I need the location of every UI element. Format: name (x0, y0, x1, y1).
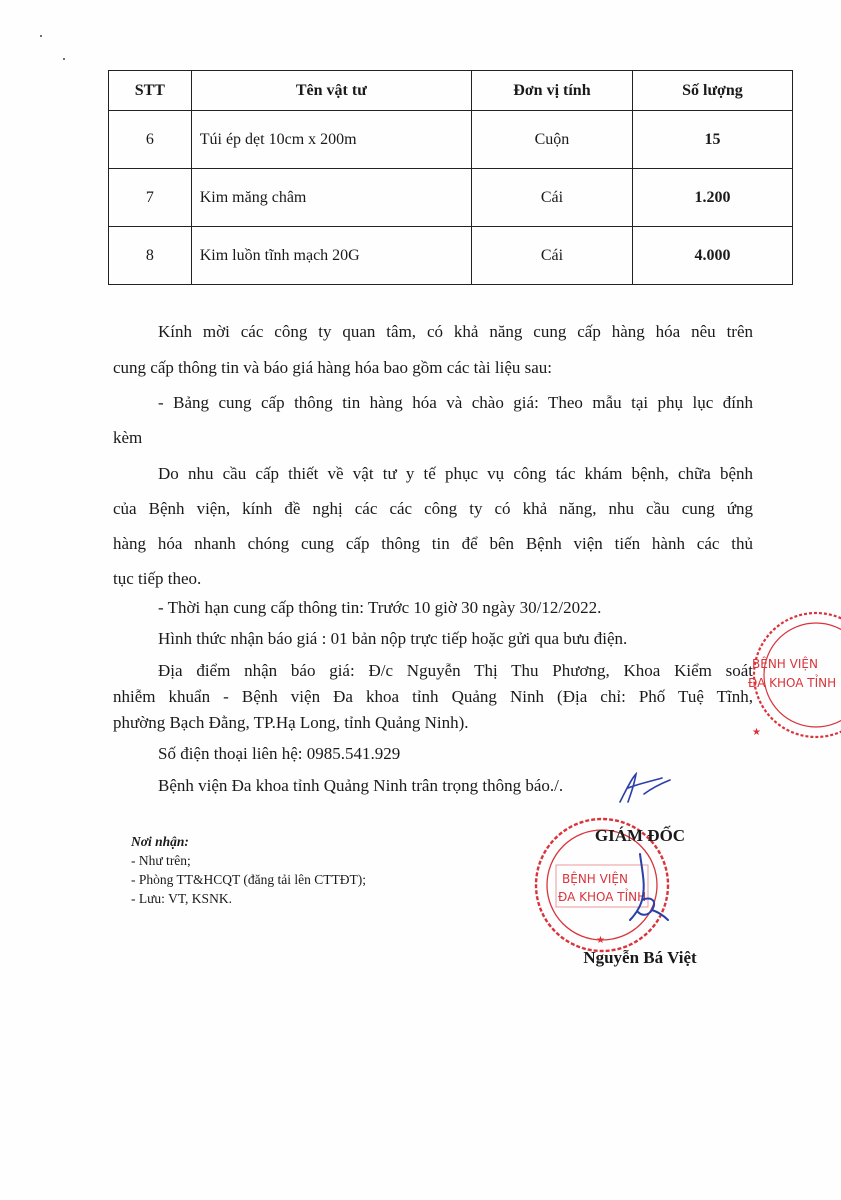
cell-qty: 15 (632, 111, 792, 169)
cell-stt: 8 (109, 227, 192, 285)
recipients-block (131, 832, 366, 908)
seal-text-top: BỆNH VIỆN (562, 872, 628, 886)
header-unit: Đơn vị tính (471, 71, 632, 111)
body-line: cung cấp thông tin và báo giá hàng hóa bao gồm các tài liệu sau: (113, 358, 553, 377)
cell-unit: Cái (471, 169, 632, 227)
cell-stt: 7 (109, 169, 192, 227)
body-line: nhiễm khuẩn - Bệnh viện Đa khoa tỉnh Quảng Ninh (Địa chỉ: Phố Tuệ Tĩnh, (113, 687, 753, 706)
scan-speck (40, 35, 42, 37)
seal-text-bottom: ĐA KHOA TỈNH (558, 890, 647, 904)
scan-speck (63, 58, 65, 60)
table-row (109, 169, 793, 227)
initials-mark (614, 768, 674, 808)
cell-qty: 1.200 (632, 169, 792, 227)
seal-text-top: BỆNH VIỆN (752, 657, 818, 671)
cell-stt: 6 (109, 111, 192, 169)
seal-star: ★ (596, 935, 605, 946)
body-line: - Bảng cung cấp thông tin hàng hóa và chào giá: Theo mẫu tại phụ lục đính (158, 393, 753, 412)
body-line: Do nhu cầu cấp thiết về vật tư y tế phục vụ công tác khám bệnh, chữa bệnh (158, 464, 753, 483)
cell-unit: Cái (471, 227, 632, 285)
cell-qty: 4.000 (632, 227, 792, 285)
body-line: của Bệnh viện, kính đề nghị các các công ty có khả năng, nhu cầu cung ứng (113, 499, 753, 518)
body-line: phường Bạch Đằng, TP.Hạ Long, tỉnh Quảng Ninh). (113, 713, 469, 732)
phone-line: Số điện thoại liên hệ: 0985.541.929 (158, 744, 401, 763)
handwritten-signature (612, 850, 672, 930)
body-line: Hình thức nhận báo giá : 01 bản nộp trực tiếp hoặc gửi qua bưu điện. (158, 629, 628, 648)
seal-text-bottom: ĐA KHOA TỈNH (748, 676, 837, 690)
cell-name: Kim măng châm (191, 169, 471, 227)
recipient-item: - Phòng TT&HCQT (đăng tải lên CTTĐT); (131, 872, 366, 887)
cell-name: Túi ép dẹt 10cm x 200m (191, 111, 471, 169)
recipients-title: Nơi nhận: (131, 834, 189, 849)
header-qty: Số lượng (632, 71, 792, 111)
header-stt: STT (109, 71, 192, 111)
table-header-row (109, 71, 793, 111)
cell-unit: Cuộn (471, 111, 632, 169)
recipient-item: - Như trên; (131, 853, 191, 868)
seal-star: ★ (752, 727, 761, 738)
recipient-item: - Lưu: VT, KSNK. (131, 891, 232, 906)
deadline-line: - Thời hạn cung cấp thông tin: Trước 10 giờ 30 ngày 30/12/2022. (158, 598, 602, 617)
table-row (109, 111, 793, 169)
body-line: tục tiếp theo. (113, 569, 202, 588)
supplies-table (108, 70, 793, 285)
signer-name: Nguyễn Bá Việt (583, 948, 697, 967)
signature-title: GIÁM ĐỐC (594, 826, 686, 845)
cell-name: Kim luồn tĩnh mạch 20G (191, 227, 471, 285)
body-line: Địa điểm nhận báo giá: Đ/c Nguyễn Thị Thu Phương, Khoa Kiểm soát (158, 661, 753, 680)
partial-seal-stamp (738, 605, 841, 745)
header-name: Tên vật tư (191, 71, 471, 111)
table-row (109, 227, 793, 285)
closing-line: Bệnh viện Đa khoa tỉnh Quảng Ninh trân trọng thông báo./. (158, 776, 564, 795)
body-line: Kính mời các công ty quan tâm, có khả năng cung cấp hàng hóa nêu trên (158, 322, 753, 341)
body-line: hàng hóa nhanh chóng cung cấp thông tin để bên Bệnh viện tiến hành các thủ (113, 534, 753, 553)
body-line: kèm (113, 428, 143, 447)
